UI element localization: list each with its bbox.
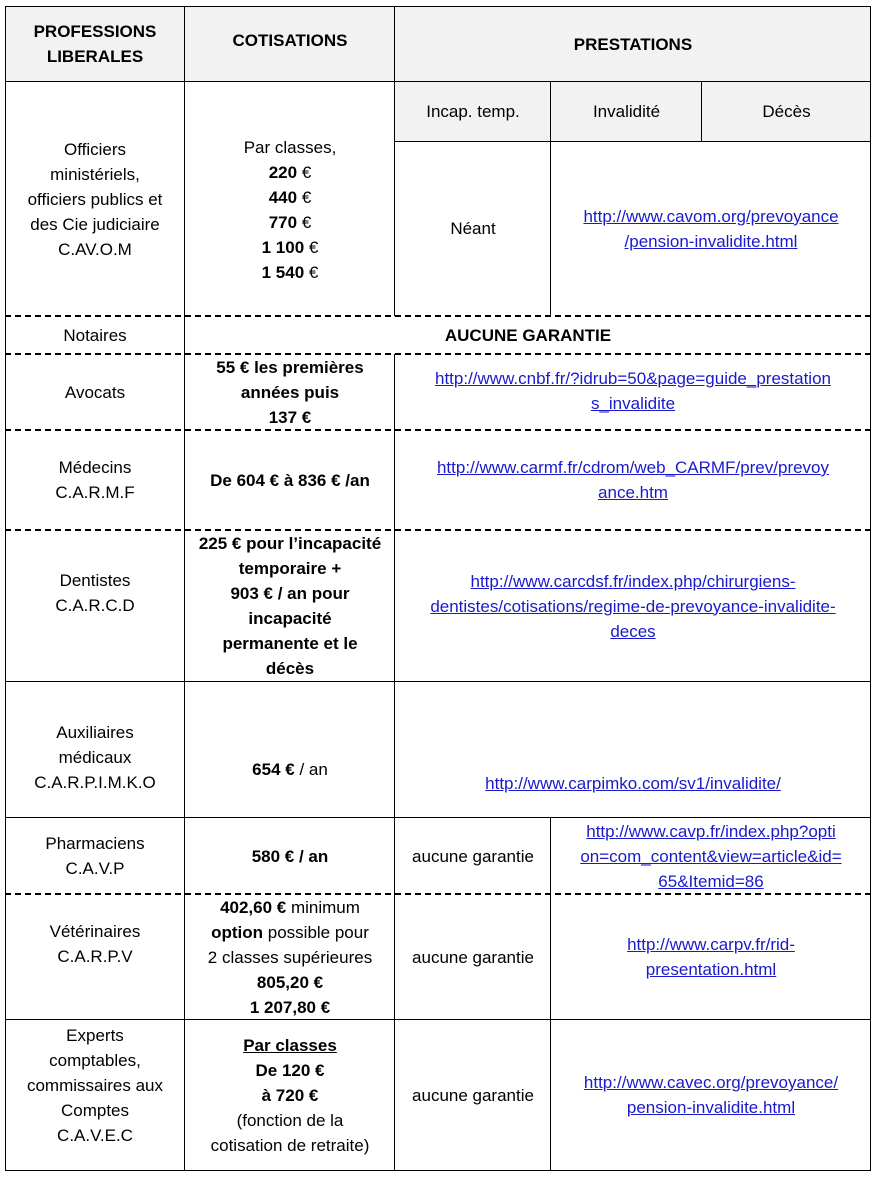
cavec-link[interactable]: http://www.cavec.org/prevoyance/ xyxy=(583,1073,839,1092)
line-header-bottom xyxy=(5,81,871,82)
notaires-aucune-garantie: AUCUNE GARANTIE xyxy=(444,325,612,345)
cotisation-avocats: 55 € les premières années puis 137 € xyxy=(216,357,364,427)
border-left xyxy=(5,6,6,1171)
cotisation-dentistes: 225 € pour l’incapacité temporaire + 903 € / an pour incapacité permanente et le décès xyxy=(198,534,382,678)
cavec-link-cont[interactable]: pension-invalidite.html xyxy=(626,1098,796,1117)
line-after-dentistes xyxy=(5,681,871,682)
cotisation-experts: Par classes De 120 € à 720 € (fonction de la cotisation de retraite) xyxy=(210,1035,370,1155)
carcdsf-link-cont[interactable]: dentistes/cotisations/regime-de-prevoyance-invalidite- xyxy=(430,596,836,616)
subheader-invalidite: Invalidité xyxy=(551,82,702,141)
profession-pharmaciens: Pharmaciens C.A.V.P xyxy=(45,834,145,878)
link-cavom xyxy=(551,141,871,316)
link-medecins xyxy=(395,430,871,530)
line-after-pharmaciens xyxy=(5,893,871,895)
link-avocats xyxy=(395,354,871,430)
cnbf-link[interactable]: http://www.cnbf.fr/?idrub=50&page=guide_prestation xyxy=(435,369,831,388)
line-after-medecins xyxy=(5,529,871,531)
cotisation-medecins: De 604 € à 836 € /an xyxy=(210,470,370,490)
incap-cavom: Néant xyxy=(450,219,496,238)
profession-medecins: Médecins C.A.R.M.F xyxy=(55,458,135,502)
line-after-cavom xyxy=(5,315,871,317)
subheader-deces: Décès xyxy=(702,82,871,141)
divider-incap-lower xyxy=(550,818,551,1171)
cotisation-cavom: Par classes, 220 € 440 € 770 € 1 100 € 1 540 € xyxy=(243,138,337,282)
carpimko-link[interactable]: http://www.carpimko.com/sv1/invalidite/ xyxy=(485,773,781,793)
cavp-link[interactable]: http://www.cavp.fr/index.php?opti xyxy=(586,821,836,841)
carcdsf-link[interactable]: http://www.carcdsf.fr/index.php/chirurgiens- xyxy=(470,571,796,591)
header-cotisations: COTISATIONS xyxy=(185,6,395,82)
cavom-link[interactable]: http://www.cavom.org/prevoyance xyxy=(583,206,839,226)
subheader-incap-temp: Incap. temp. xyxy=(395,82,551,141)
line-after-notaires xyxy=(5,353,871,355)
cotisation-auxiliaires: 654 € / an xyxy=(252,759,328,779)
border-right xyxy=(870,6,871,1171)
line-after-veterinaires xyxy=(5,1019,871,1020)
profession-avocats: Avocats xyxy=(64,382,126,402)
line-after-auxiliaires xyxy=(5,817,871,818)
profession-auxiliaires: Auxiliaires médicaux C.A.R.P.I.M.K.O xyxy=(34,722,156,792)
profession-dentistes: Dentistes C.A.R.C.D xyxy=(55,571,135,615)
link-veterinaires xyxy=(551,894,871,1020)
cavom-link-cont[interactable]: /pension-invalidite.html xyxy=(624,231,798,251)
cotisation-pharmaciens: 580 € / an xyxy=(251,846,329,866)
profession-notaires: Notaires xyxy=(63,325,127,345)
cnbf-link-cont[interactable]: s_invalidite xyxy=(590,394,676,413)
carmf-link-cont[interactable]: ance.htm xyxy=(598,483,668,502)
carpv-link[interactable]: http://www.carpv.fr/rid- xyxy=(627,935,795,954)
cotisation-veterinaires: 402,60 € minimum option possible pour 2 classes supérieures 805,20 € 1 207,80 € xyxy=(207,897,373,1017)
carmf-link[interactable]: http://www.carmf.fr/cdrom/web_CARMF/prev/prevoy xyxy=(436,458,830,477)
cavp-link-end[interactable]: 65&Itemid=86 xyxy=(658,871,764,891)
carcdsf-link-end[interactable]: deces xyxy=(610,621,656,641)
divider-col2a xyxy=(394,6,395,316)
header-professions: PROFESSIONS LIBERALES xyxy=(5,6,185,82)
border-top xyxy=(5,6,871,7)
link-auxiliaires xyxy=(395,682,871,818)
divider-col1 xyxy=(184,6,185,1171)
line-after-avocats xyxy=(5,429,871,431)
cavp-link-cont[interactable]: on=com_content&view=article&id= xyxy=(580,846,842,866)
link-dentistes xyxy=(395,530,871,682)
link-pharmaciens xyxy=(551,818,871,894)
carpv-link-cont[interactable]: presentation.html xyxy=(645,960,777,979)
profession-veterinaires: Vétérinaires C.A.R.P.V xyxy=(49,922,141,966)
incap-pharmaciens: aucune garantie xyxy=(412,846,534,866)
incap-experts: aucune garantie xyxy=(412,1085,534,1105)
header-prestations: PRESTATIONS xyxy=(395,6,871,82)
profession-experts: Experts comptables, commissaires aux Comptes C.A.V.E.C xyxy=(26,1025,164,1145)
profession-cavom: Officiers ministériels, officiers publics et des Cie judiciaire C.AV.O.M xyxy=(27,139,163,259)
incap-veterinaires: aucune garantie xyxy=(412,947,534,967)
divider-col2b xyxy=(394,354,395,1171)
border-bottom xyxy=(5,1170,871,1171)
line-subheader-bottom xyxy=(395,141,871,142)
link-experts xyxy=(551,1020,871,1170)
divider-incap xyxy=(550,82,551,316)
divider-invalidite xyxy=(701,82,702,141)
